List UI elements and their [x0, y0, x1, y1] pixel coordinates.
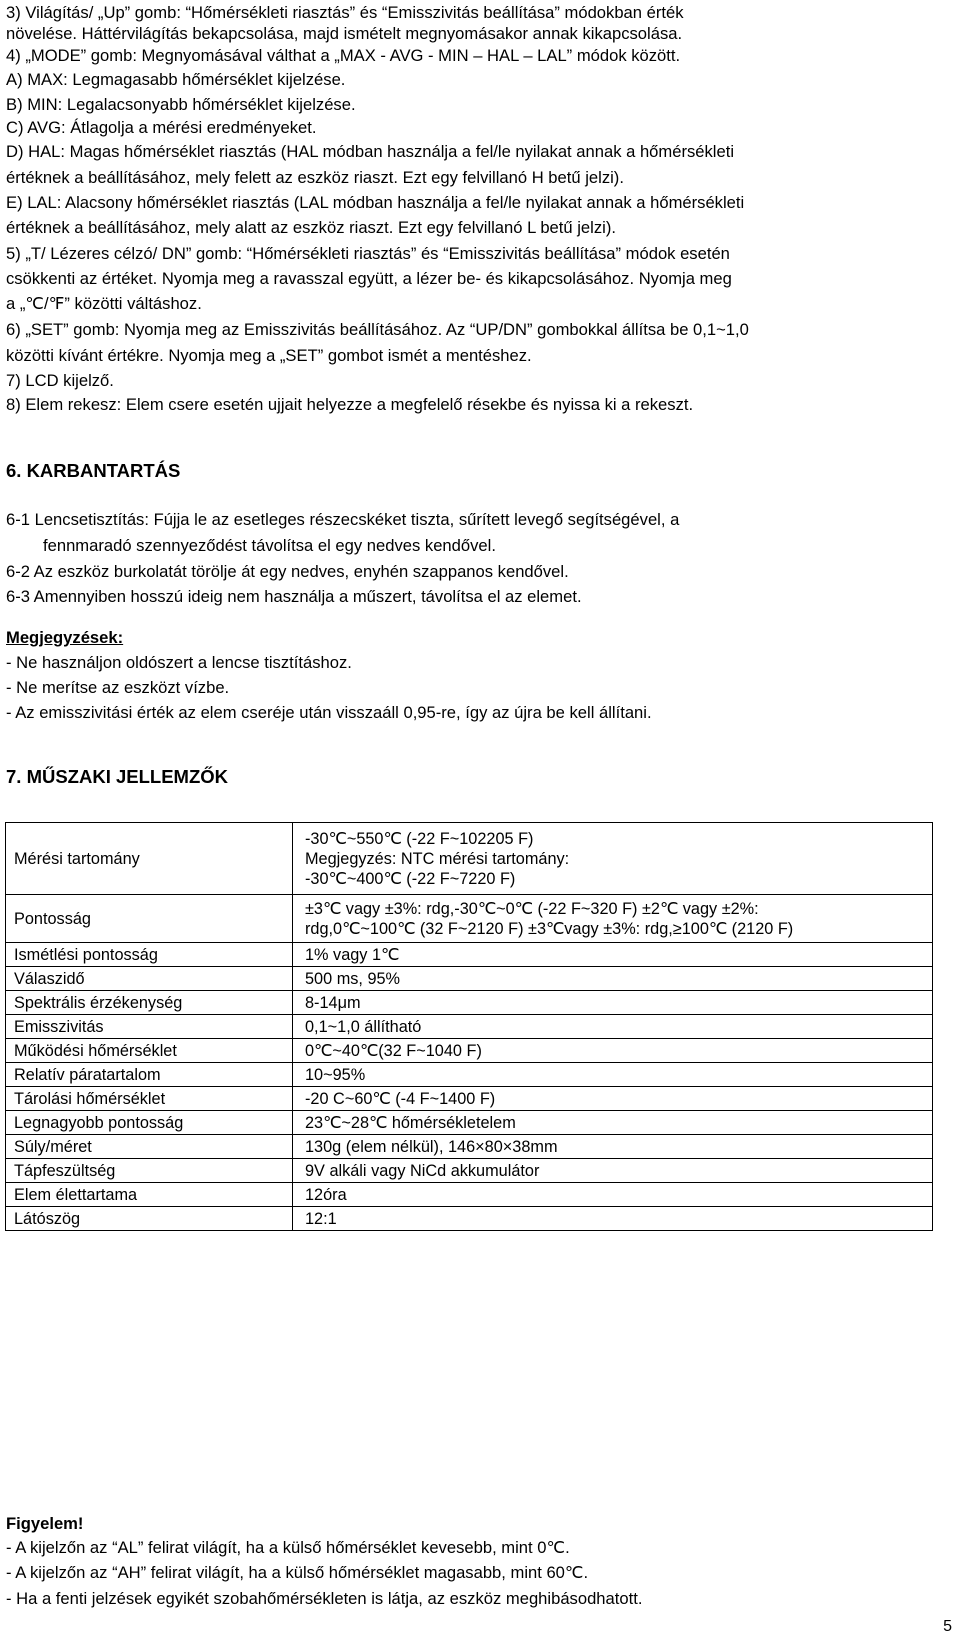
spec-label: Működési hőmérséklet — [6, 1039, 293, 1063]
list-item: közötti kívánt értékre. Nyomja meg a „SET” gombot ismét a mentéshez. — [6, 346, 532, 365]
spec-value: 12:1 — [293, 1207, 933, 1231]
list-item: 6-3 Amennyiben hosszú ideig nem használja a műszert, távolítsa el az elemet. — [6, 587, 582, 606]
spec-value: 23℃~28℃ hőmérsékletelem — [293, 1111, 933, 1135]
list-item: értéknek a beállításához, mely felett az eszköz riaszt. Ezt egy felvillanó H betű jelzi). — [6, 168, 624, 187]
list-item: értéknek a beállításához, mely alatt az eszköz riaszt. Ezt egy felvillanó L betű jelzi). — [6, 218, 616, 237]
spec-row — [6, 1039, 933, 1063]
list-item: 3) Világítás/ „Up” gomb: “Hőmérsékleti riasztás” és “Emisszivitás beállítása” módokban érték — [6, 3, 684, 22]
list-item: C) AVG: Átlagolja a mérési eredményeket. — [6, 118, 317, 137]
spec-row — [6, 943, 933, 967]
spec-label: Tápfeszültség — [6, 1159, 293, 1183]
list-item: A) MAX: Legmagasabb hőmérséklet kijelzése. — [6, 70, 346, 89]
spec-row — [6, 895, 933, 943]
list-item: fennmaradó szennyeződést távolítsa el egy nedves kendővel. — [43, 536, 496, 555]
spec-row — [6, 823, 933, 895]
spec-row — [6, 1015, 933, 1039]
list-item: a „℃/℉” közötti váltáshoz. — [6, 294, 202, 313]
spec-row — [6, 1087, 933, 1111]
spec-value: -30℃~550℃ (-22 F~102205 F) Megjegyzés: NTC mérési tartomány: -30℃~400℃ (-22 F~7220 F) — [293, 823, 933, 895]
notes-heading: Megjegyzések: — [6, 628, 124, 647]
list-item: 7) LCD kijelző. — [6, 371, 114, 390]
spec-value: 9V alkáli vagy NiCd akkumulátor — [293, 1159, 933, 1183]
specs-table — [5, 822, 933, 1231]
spec-value: 1% vagy 1℃ — [293, 943, 933, 967]
spec-label: Spektrális érzékenység — [6, 991, 293, 1015]
spec-label: Látószög — [6, 1207, 293, 1231]
spec-row — [6, 1183, 933, 1207]
spec-label: Pontosság — [6, 895, 293, 943]
spec-row — [6, 991, 933, 1015]
spec-label: Mérési tartomány — [6, 823, 293, 895]
spec-row — [6, 1063, 933, 1087]
list-item: 8) Elem rekesz: Elem csere esetén ujjait helyezze a megfelelő résekbe és nyissa ki a rekeszt. — [6, 395, 694, 414]
spec-label: Tárolási hőmérséklet — [6, 1087, 293, 1111]
list-item: 4) „MODE” gomb: Megnyomásával válthat a „MAX - AVG - MIN – HAL – LAL” módok között. — [6, 46, 681, 65]
note-item: - Az emisszivitási érték az elem cseréje után visszaáll 0,95-re, így az újra be kell állítani. — [6, 703, 652, 722]
spec-value: 500 ms, 95% — [293, 967, 933, 991]
spec-row — [6, 967, 933, 991]
spec-value: 12óra — [293, 1183, 933, 1207]
list-item: 5) „T/ Lézeres célzó/ DN” gomb: “Hőmérsékleti riasztás” és “Emisszivitás beállítása” módok esetén — [6, 244, 730, 263]
spec-row — [6, 1135, 933, 1159]
spec-label: Válaszidő — [6, 967, 293, 991]
page-number: 5 — [943, 1618, 952, 1635]
warning-item: - Ha a fenti jelzések egyikét szobahőmérsékleten is látja, az eszköz meghibásodhatott. — [6, 1589, 643, 1608]
spec-value: 10~95% — [293, 1063, 933, 1087]
spec-label: Relatív páratartalom — [6, 1063, 293, 1087]
warning-heading: Figyelem! — [6, 1514, 84, 1533]
list-item: 6-1 Lencsetisztítás: Fújja le az esetleges részecskéket tiszta, sűrített levegő segítségével, a — [6, 510, 680, 529]
spec-value: ±3℃ vagy ±3%: rdg,-30℃~0℃ (-22 F~320 F) ±2℃ vagy ±2%: rdg,0℃~100℃ (32 F~2120 F) ±3℃vagy ±3%: rdg,≥100℃ (2120 F) — [293, 895, 933, 943]
spec-label: Súly/méret — [6, 1135, 293, 1159]
list-item: növelése. Háttérvilágítás bekapcsolása, majd ismételt megnyomásakor annak kikapcsolása. — [6, 24, 683, 43]
list-item: csökkenti az értéket. Nyomja meg a ravasszal együtt, a lézer be- és kikapcsolásához. Nyomja meg — [6, 269, 732, 288]
note-item: - Ne használjon oldószert a lencse tisztításhoz. — [6, 653, 352, 672]
spec-label: Legnagyobb pontosság — [6, 1111, 293, 1135]
list-item: 6) „SET” gomb: Nyomja meg az Emisszivitás beállításához. Az “UP/DN” gombokkal állítsa be 0,1~1,0 — [6, 320, 749, 339]
spec-label: Elem élettartama — [6, 1183, 293, 1207]
spec-value: -20 C~60℃ (-4 F~1400 F) — [293, 1087, 933, 1111]
spec-value: 8-14μm — [293, 991, 933, 1015]
spec-label: Emisszivitás — [6, 1015, 293, 1039]
section-heading-maintenance: 6. KARBANTARTÁS — [6, 460, 181, 481]
spec-row — [6, 1111, 933, 1135]
spec-value: 130g (elem nélkül), 146×80×38mm — [293, 1135, 933, 1159]
list-item: B) MIN: Legalacsonyabb hőmérséklet kijelzése. — [6, 95, 356, 114]
warning-item: - A kijelzőn az “AL” felirat világít, ha a külső hőmérséklet kevesebb, mint 0℃. — [6, 1538, 570, 1557]
spec-label: Ismétlési pontosság — [6, 943, 293, 967]
note-item: - Ne merítse az eszközt vízbe. — [6, 678, 230, 697]
spec-row — [6, 1207, 933, 1231]
list-item: D) HAL: Magas hőmérséklet riasztás (HAL módban használja a fel/le nyilakat annak a hőmérsékleti — [6, 142, 735, 161]
spec-value: 0,1~1,0 állítható — [293, 1015, 933, 1039]
spec-row — [6, 1159, 933, 1183]
list-item: 6-2 Az eszköz burkolatát törölje át egy nedves, enyhén szappanos kendővel. — [6, 562, 569, 581]
list-item: E) LAL: Alacsony hőmérséklet riasztás (LAL módban használja a fel/le nyilakat annak a hőmérsékleti — [6, 193, 745, 212]
section-heading-specs: 7. MŰSZAKI JELLEMZŐK — [6, 766, 229, 787]
spec-value: 0℃~40℃(32 F~1040 F) — [293, 1039, 933, 1063]
warning-item: - A kijelzőn az “AH” felirat világít, ha a külső hőmérséklet magasabb, mint 60℃. — [6, 1563, 589, 1582]
